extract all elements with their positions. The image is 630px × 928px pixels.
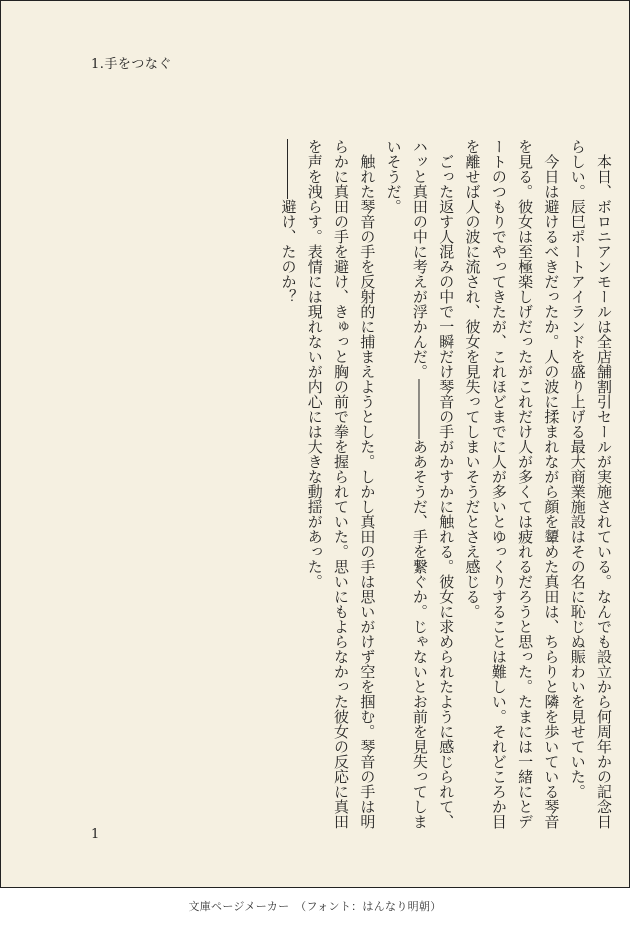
paragraph-2: 今日は避けるべきだったか。人の波に揉まれながら顔を顰めた真田は、ちらりと隣を歩いている琴音を見る。彼女は至極楽しげだったがこれだけ人が多くては疲れるだろうと思った。たまには一緒にとデートのつもりでやってきたが、これほどまでに人が多いとゆっくりすることは難しい。それどころか目を離せば人の波に流され、彼女を見失ってしまいそうだとさえ感じる。 <box>463 139 561 829</box>
vertical-body-text <box>197 139 617 839</box>
paragraph-1: 本日、ボロニアンモールは全店舗割引セールが実施されている。なんでも設立から何周年かの記念日らしい。辰巳ポートアイランドを盛り上げる最大商業施設はその名に恥じぬ賑わいを見せていた。 <box>568 139 613 829</box>
page-number: 1 <box>91 827 100 842</box>
footer-credit: 文庫ページメーカー （フォント：はんなり明朝） <box>188 900 442 913</box>
chapter-title: 1.手をつなぐ <box>91 57 172 72</box>
paragraph-3: ごった返す人混みの中で一瞬だけ琴音の手がかすかに触れる。彼女に求められたように感じられて、ハッと真田の中に考えが浮かんだ。――――ああそうだ、手を繋ぐか。じゃないとお前を見失ってしまいそうだ。 <box>384 139 456 829</box>
paragraph-5: ――――避け、たのか？ <box>279 139 298 304</box>
paragraph-4: 触れた琴音の手を反射的に捕まえようとした。しかし真田の手は思いがけず空を掴む。琴音の手は明らかに真田の手を避け、きゅっと胸の前で拳を握られていた。思いにもよらなかった彼女の反応に真田を声を洩らす。表情には現れないが内心には大きな動揺があった。 <box>305 139 377 829</box>
